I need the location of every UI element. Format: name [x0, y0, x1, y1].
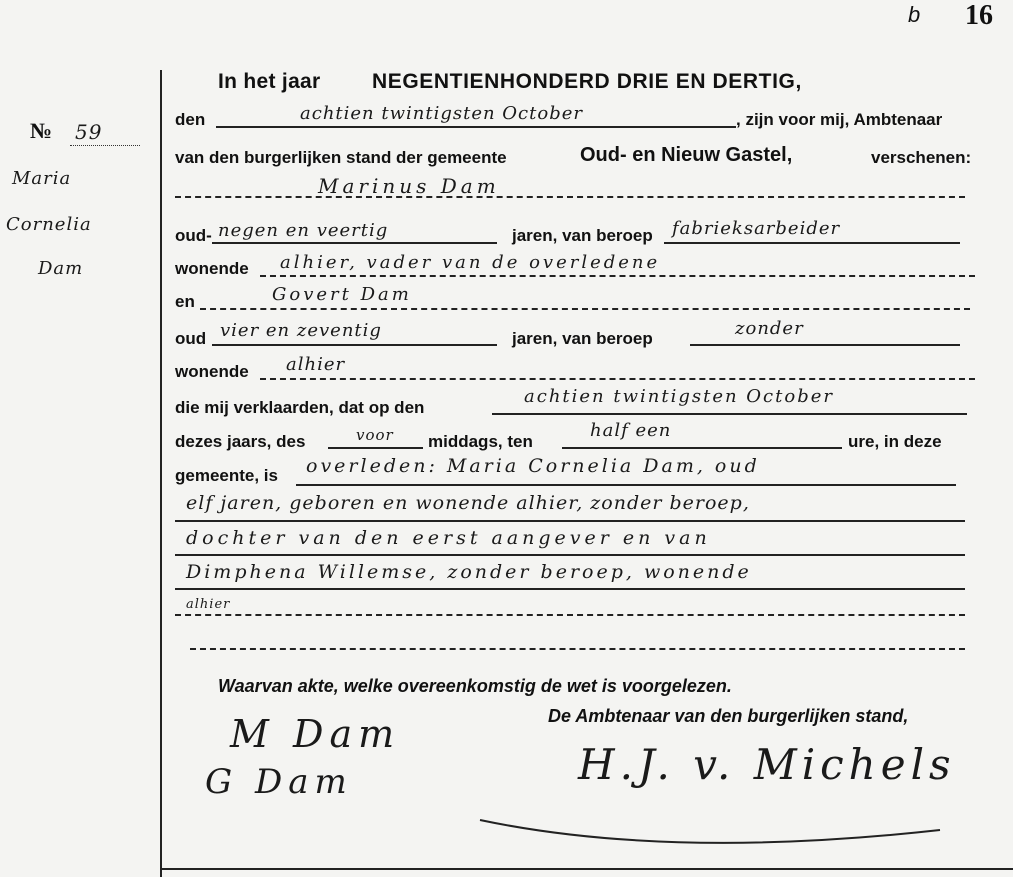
bottom-rule [162, 868, 1013, 870]
deceased-line-1-rule [296, 484, 956, 486]
deceased-line-2-rule [175, 520, 965, 522]
signature-declarant-1: M Dam [230, 712, 401, 756]
label-jaren-beroep-1: jaren, van beroep [512, 226, 653, 245]
daypart-hand: voor [356, 426, 394, 444]
label-jaren-beroep-2: jaren, van beroep [512, 329, 653, 348]
civil-registry-text: van den burgerlijken stand der gemeente [175, 148, 507, 167]
official-title: De Ambtenaar van den burgerlijken stand, [548, 706, 909, 726]
declared-date-line [492, 413, 967, 415]
deceased-line-3-rule [175, 554, 965, 556]
declarant2-line [200, 308, 970, 310]
blank-rule [190, 648, 965, 650]
label-oud-1: oud- [175, 226, 212, 245]
declarant2-name: Govert Dam [272, 284, 412, 305]
declarant1-name: Marinus Dam [318, 174, 500, 198]
municipality: Oud- en Nieuw Gastel, [580, 144, 793, 166]
deceased-line-3: dochter van den eerst aangever en van [186, 527, 711, 549]
deceased-line-1: overleden: Maria Cornelia Dam, oud [306, 455, 760, 477]
act-number: 59 [75, 120, 103, 144]
residence2-hand: alhier [286, 354, 346, 375]
deceased-line-2: elf jaren, geboren en wonende alhier, zonder beroep, [186, 492, 750, 514]
margin-rule [160, 70, 162, 877]
signature-flourish [470, 800, 950, 860]
margin-name-line-3: Dam [38, 258, 84, 279]
label-en: en [175, 292, 195, 311]
deceased-line-5-rule [175, 614, 965, 616]
act-number-prefix: № [30, 118, 53, 143]
appeared-label: verschenen: [871, 148, 972, 167]
page-number: 16 [965, 0, 993, 31]
signature-declarant-2: G Dam [205, 762, 353, 802]
occupation2-hand: zonder [735, 318, 804, 339]
signature-official: H.J. v. Michels [578, 740, 956, 789]
label-den: den [175, 110, 206, 129]
appeared-text: , zijn voor mij, Ambtenaar [736, 110, 943, 129]
margin-name-line-2: Cornelia [6, 214, 92, 235]
declarant1-line [175, 196, 965, 198]
declared-date-hand: achtien twintigsten October [524, 386, 834, 407]
gemeente-is: gemeente, is [175, 466, 278, 485]
act-number-line [70, 145, 140, 146]
occupation2-line [690, 344, 960, 346]
date-hand: achtien twintigsten October [300, 103, 583, 124]
label-wonende-1: wonende [175, 259, 249, 278]
hour-line [562, 447, 842, 449]
age2-line [212, 344, 497, 346]
residence2-line [260, 378, 975, 380]
daypart-line [328, 447, 423, 449]
age2-hand: vier en zeventig [220, 320, 382, 341]
occupation1-hand: fabrieksarbeider [672, 218, 841, 239]
label-wonende-2: wonende [175, 362, 249, 381]
declared-text: die mij verklaarden, dat op den [175, 398, 425, 417]
hour-hand: half een [590, 420, 672, 441]
residence1-line [260, 275, 975, 277]
occupation1-line [664, 242, 960, 244]
deceased-line-4: Dimphena Willemse, zonder beroep, wonende [186, 561, 752, 583]
ure-deze: ure, in deze [848, 432, 942, 451]
deceased-line-5: alhier [186, 597, 231, 612]
margin-name-line-1: Maria [12, 168, 72, 189]
residence1-hand: alhier, vader van de overledene [280, 252, 661, 273]
read-aloud-text: Waarvan akte, welke overeenkomstig de wet is voorgelezen. [218, 676, 732, 696]
dezes-jaars: dezes jaars, des [175, 432, 306, 451]
middags-ten: middags, ten [428, 432, 533, 451]
deceased-line-4-rule [175, 588, 965, 590]
age1-hand: negen en veertig [218, 220, 389, 241]
age1-line [212, 242, 497, 244]
corner-mark: b [908, 2, 921, 27]
heading-year: NEGENTIENHONDERD DRIE EN DERTIG, [372, 70, 802, 93]
heading-prefix: In het jaar [218, 70, 321, 93]
label-oud-2: oud [175, 329, 207, 348]
date-line [216, 126, 736, 128]
